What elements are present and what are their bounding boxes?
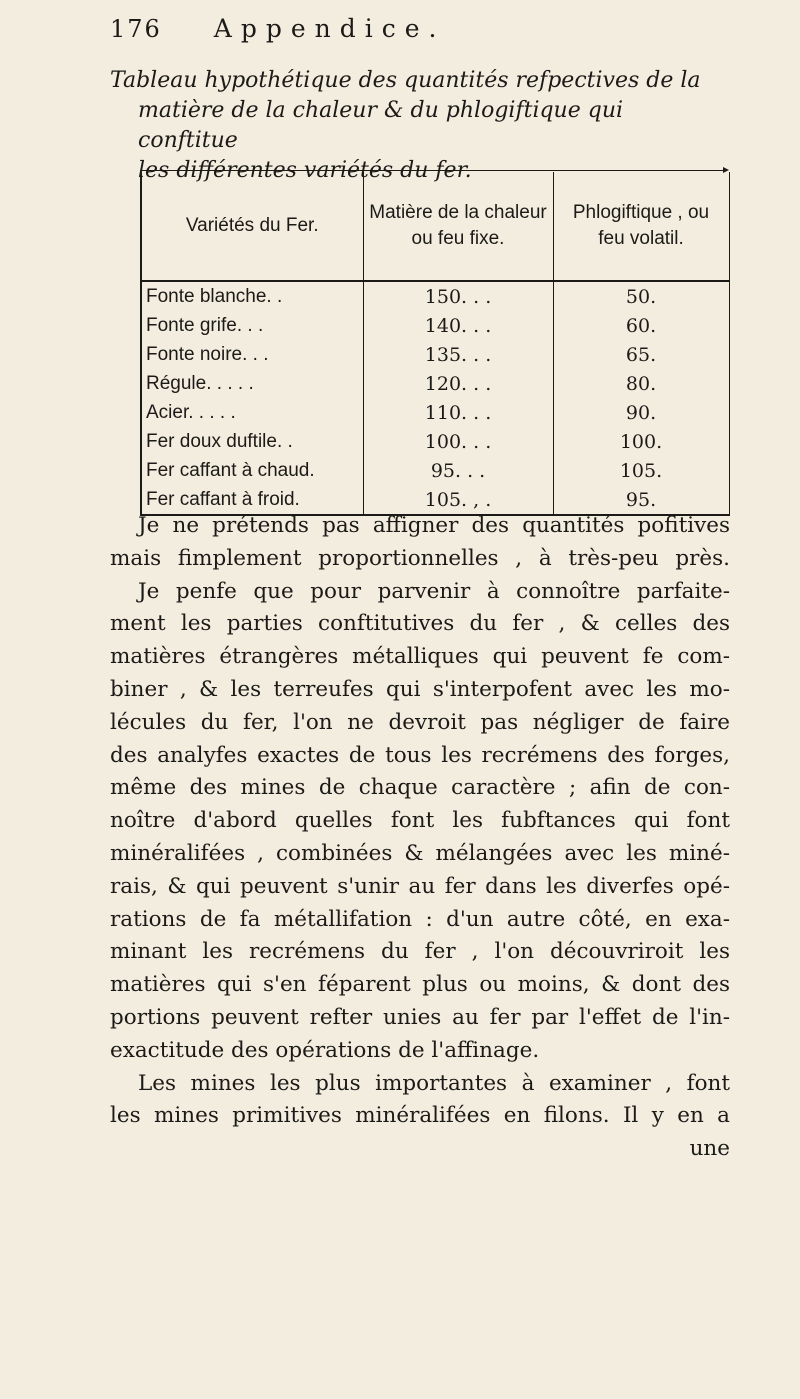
table-row bbox=[141, 427, 729, 456]
fixed-heat-cell: 95. . . bbox=[363, 456, 553, 485]
variety-cell: Régule. . . . . bbox=[141, 369, 363, 398]
text-line: minéralifées , combinées & mélangées avec les miné- bbox=[110, 840, 730, 866]
text-line: matières qui s'en féparent plus ou moins, & dont des bbox=[110, 972, 730, 998]
column-header-phlogiston: Phlogiftique , ou feu volatil. bbox=[553, 172, 729, 281]
fixed-heat-cell: 140. . . bbox=[363, 311, 553, 340]
variety-cell: Fonte noire. . . bbox=[141, 340, 363, 369]
column-header-varieties: Variétés du Fer. bbox=[141, 172, 363, 281]
running-title: Appendice. bbox=[213, 14, 446, 43]
text-line: biner , & les terreufes qui s'interpofent avec les mo- bbox=[110, 676, 730, 702]
phlogiston-cell: 60. bbox=[553, 311, 729, 340]
text-line: exactitude des opérations de l'affinage. bbox=[110, 1037, 540, 1063]
catchword: une bbox=[689, 1136, 730, 1162]
phlogiston-cell: 80. bbox=[553, 369, 729, 398]
phlogiston-cell: 90. bbox=[553, 398, 729, 427]
text-line: les mines primitives minéralifées en filons. Il y en a bbox=[110, 1103, 730, 1129]
page-number: 176 bbox=[110, 15, 162, 43]
fixed-heat-cell: 110. . . bbox=[363, 398, 553, 427]
fixed-heat-cell: 100. . . bbox=[363, 427, 553, 456]
table-row bbox=[141, 340, 729, 369]
table-header-row bbox=[141, 172, 729, 281]
text-line: minant les recrémens du fer , l'on découvriroit les bbox=[110, 939, 730, 965]
table-caption bbox=[110, 66, 710, 186]
phlogiston-cell: 95. bbox=[553, 485, 729, 515]
caption-line: les différentes variétés du fer. bbox=[138, 158, 472, 183]
table-row bbox=[141, 281, 729, 311]
variety-cell: Acier. . . . . bbox=[141, 398, 363, 427]
variety-cell: Fer doux duftile. . bbox=[141, 427, 363, 456]
variety-cell: Fer caffant à chaud. bbox=[141, 456, 363, 485]
table-row bbox=[141, 311, 729, 340]
table-row bbox=[141, 398, 729, 427]
table-row bbox=[141, 369, 729, 398]
phlogiston-cell: 100. bbox=[553, 427, 729, 456]
column-header-fixed-heat: Matière de la chaleur ou feu fixe. bbox=[363, 172, 553, 281]
variety-cell: Fonte blanche. . bbox=[141, 281, 363, 311]
text-line: portions peuvent refter unies au fer par l'effet de l'in- bbox=[110, 1004, 730, 1030]
fixed-heat-cell: 150. . . bbox=[363, 281, 553, 311]
caption-line: matière de la chaleur & du phlogiftique qui conftitue bbox=[138, 98, 624, 153]
text-line: Les mines les plus importantes à examiner , font bbox=[138, 1070, 730, 1096]
iron-varieties-table bbox=[140, 172, 730, 516]
body-text bbox=[110, 510, 730, 1166]
phlogiston-cell: 105. bbox=[553, 456, 729, 485]
text-line: matières étrangères métalliques qui peuvent fe com- bbox=[110, 644, 730, 670]
table-row bbox=[141, 456, 729, 485]
text-line: Je ne prétends pas affigner des quantités pofitives bbox=[138, 513, 730, 538]
text-line: ment les parties conftitutives du fer , & celles des bbox=[110, 611, 730, 637]
text-line: Je penfe que pour parvenir à connoître parfaite- bbox=[138, 578, 730, 604]
text-line: mais fimplement proportionnelles , à très-peu près. bbox=[110, 545, 730, 571]
text-line: lécules du fer, l'on ne devroit pas négliger de faire bbox=[110, 709, 730, 735]
text-line: des analyfes exactes de tous les recrémens des forges, bbox=[110, 742, 730, 768]
text-line: même des mines de chaque caractère ; afin de con- bbox=[110, 775, 730, 801]
phlogiston-cell: 65. bbox=[553, 340, 729, 369]
table-top-rule bbox=[140, 170, 725, 171]
text-line: rais, & qui peuvent s'unir au fer dans les diverfes opé- bbox=[110, 873, 730, 899]
variety-cell: Fonte grife. . . bbox=[141, 311, 363, 340]
text-line: noître d'abord quelles font les fubftances qui font bbox=[110, 808, 730, 834]
fixed-heat-cell: 120. . . bbox=[363, 369, 553, 398]
fixed-heat-cell: 105. , . bbox=[363, 485, 553, 515]
running-head bbox=[110, 14, 670, 43]
fixed-heat-cell: 135. . . bbox=[363, 340, 553, 369]
caption-line: Tableau hypothétique des quantités refpectives de la bbox=[110, 68, 701, 93]
text-line: rations de fa métallifation : d'un autre côté, en exa- bbox=[110, 906, 730, 932]
variety-cell: Fer caffant à froid. bbox=[141, 485, 363, 515]
phlogiston-cell: 50. bbox=[553, 281, 729, 311]
